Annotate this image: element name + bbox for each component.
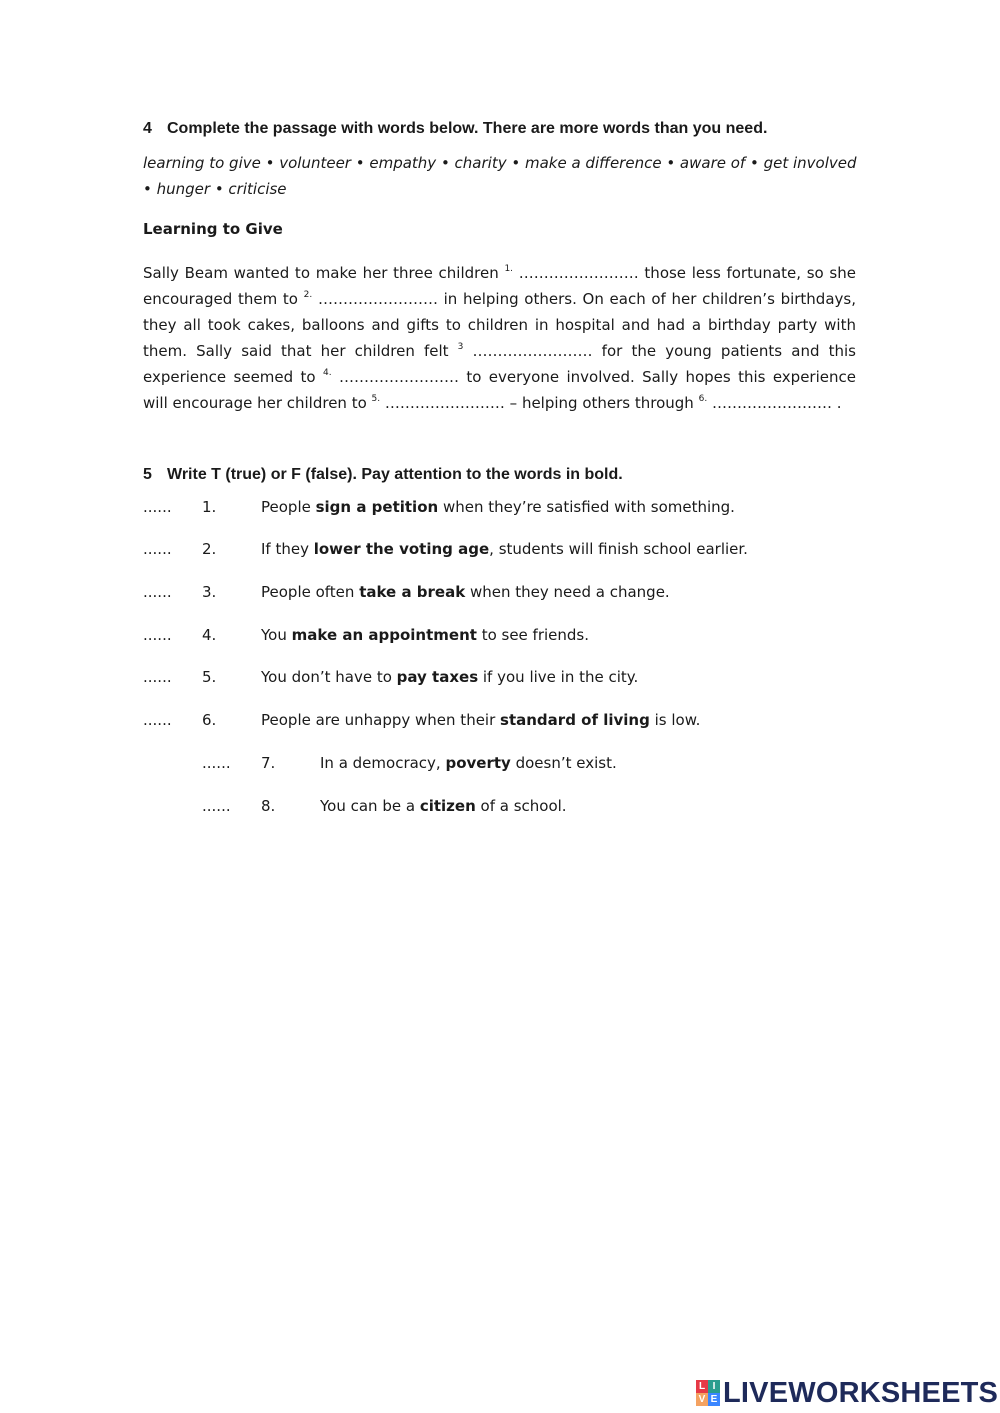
item-number: 7. [261,754,276,772]
gap-2-number: 2. [303,290,313,300]
item-statement [320,797,567,815]
statement-text: People often [261,583,360,601]
liveworksheets-logo-icon [696,1380,720,1406]
logo-mark-tile: L [696,1380,708,1393]
statement-text: You don’t have to [261,668,397,686]
passage-segment: for the young patients and this experience seemed to [143,342,856,386]
statement-bold-phrase: citizen [419,797,476,815]
statement-bold-phrase: poverty [445,754,511,772]
statement-bold-phrase: standard of living [500,711,650,729]
item-number: 3. [202,583,217,601]
item-number: 4. [202,626,217,644]
passage-segment: Sally Beam wanted to make her three children [143,264,505,282]
passage-segment: to everyone involved. Sally hopes this experience will encourage her children to [143,368,856,412]
gap-4-number: 4. [322,368,332,378]
tf-item [202,754,852,776]
statement-bold-phrase: lower the voting age [313,540,490,558]
gap-5-number: 5. [371,394,381,404]
section-4-number: 4 [143,120,152,137]
item-statement [261,711,700,729]
answer-blank[interactable]: ...... [202,754,231,772]
word-bank-line-2: • hunger • criticise [143,180,287,198]
passage-segment: . [831,394,842,412]
statement-text: If they [261,540,314,558]
answer-blank[interactable]: ...... [202,797,231,815]
answer-blank[interactable]: ...... [143,583,172,601]
section-5-heading [143,466,623,484]
passage-segment: in helping others. On each of her children’s birthdays, they all took cakes, balloons and gifts to children in hospital and had a birthday party with them. Sally said that her children felt [143,290,856,360]
section-4-heading [143,120,767,138]
item-statement [320,754,617,772]
tf-item [202,797,852,819]
answer-blank[interactable]: ...... [143,711,172,729]
item-statement [261,668,638,686]
answer-blank[interactable]: ...... [143,498,172,516]
logo-mark-tile: I [708,1380,720,1393]
answer-blank[interactable]: ...... [143,540,172,558]
passage-segment: those less fortunate, so she encouraged them to [143,264,856,308]
word-bank-line-1: learning to give • volunteer • empathy • charity • make a difference • aware of • get involved [143,154,857,172]
tf-item [143,626,843,648]
passage-title: Learning to Give [143,220,283,238]
item-number: 8. [261,797,276,815]
statement-text: You can be a [320,797,420,815]
item-number: 6. [202,711,217,729]
item-statement [261,540,748,558]
statement-bold-phrase: pay taxes [396,668,479,686]
tf-item [143,583,843,605]
statement-text: You [261,626,292,644]
gap-3-number: 3 [457,342,464,352]
logo-text: LIVEWORKSHEETS [723,1376,999,1409]
gap-4-blank[interactable]: …………………… [338,368,459,386]
passage-segment: – helping others through [504,394,699,412]
statement-text: when they need a change. [465,583,670,601]
statement-bold-phrase: make an appointment [291,626,477,644]
tf-item [143,540,843,562]
gap-1-number: 1. [504,264,514,274]
item-number: 2. [202,540,217,558]
logo-mark-tile: V [696,1393,708,1406]
statement-text: , students will finish school earlier. [489,540,748,558]
statement-text: when they’re satisfied with something. [438,498,735,516]
statement-bold-phrase: sign a petition [315,498,439,516]
statement-text: to see friends. [476,626,590,644]
item-statement [261,583,670,601]
statement-text: is low. [649,711,701,729]
answer-blank[interactable]: ...... [143,626,172,644]
statement-text: People [261,498,316,516]
item-number: 5. [202,668,217,686]
gap-1-blank[interactable]: …………………… [518,264,639,282]
gap-6-blank[interactable]: …………………… [711,394,832,412]
tf-item [143,668,843,690]
passage-text [143,260,856,416]
statement-text: doesn’t exist. [510,754,617,772]
logo-mark-tile: E [708,1393,720,1406]
gap-5-blank[interactable]: …………………… [384,394,505,412]
item-statement [261,626,589,644]
gap-3-blank[interactable]: …………………… [472,342,593,360]
answer-blank[interactable]: ...... [143,668,172,686]
statement-text: People are unhappy when their [261,711,501,729]
section-5-instruction: Write T (true) or F (false). Pay attention to the words in bold. [167,466,623,483]
tf-item [143,711,843,733]
statement-text: of a school. [475,797,567,815]
word-bank [143,150,858,202]
item-number: 1. [202,498,217,516]
liveworksheets-logo [696,1376,998,1410]
section-5-number: 5 [143,466,152,483]
statement-bold-phrase: take a break [359,583,466,601]
statement-text: In a democracy, [320,754,446,772]
statement-text: if you live in the city. [478,668,639,686]
gap-2-blank[interactable]: …………………… [317,290,438,308]
tf-item [143,498,843,520]
item-statement [261,498,735,516]
gap-6-number: 6. [698,394,708,404]
section-4-instruction: Complete the passage with words below. There are more words than you need. [167,120,768,137]
